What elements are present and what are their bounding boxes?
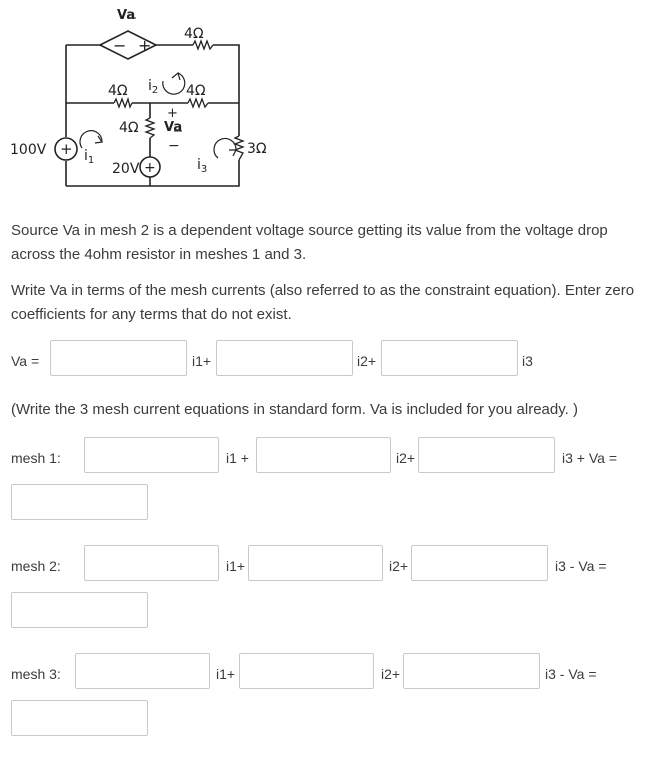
- mesh3-i3-coefficient[interactable]: [403, 653, 540, 689]
- va-label: Va: [164, 120, 183, 135]
- constraint-i3-text: i3: [522, 353, 533, 369]
- label-source-100v: 100V: [10, 142, 47, 158]
- mesh3-label: mesh 3:: [11, 666, 61, 682]
- mesh2-rhs[interactable]: [11, 592, 148, 628]
- label-i3: $i_3$: [197, 157, 208, 175]
- mesh3-rhs[interactable]: [11, 700, 148, 736]
- constraint-i2-text: i2+: [357, 353, 377, 369]
- mesh1-rhs[interactable]: [11, 484, 148, 520]
- mesh1-i2-text: i2+: [396, 450, 416, 466]
- resistor-mid-right: [188, 99, 208, 107]
- mesh2-i1-coefficient[interactable]: [84, 545, 219, 581]
- mesh2-i1-text: i1+: [226, 558, 246, 574]
- label-mid-left-resistor: 4Ω: [108, 83, 128, 99]
- mesh1-i3-text: i3 + Va =: [562, 450, 618, 466]
- mesh-arrow-i3: [214, 139, 236, 158]
- mesh-arrow-i3-head: [229, 150, 236, 156]
- resistor-mid-left: [114, 99, 132, 107]
- label-top-resistor: 4Ω: [184, 26, 204, 42]
- mesh-arrow-i1: [80, 131, 102, 148]
- constraint-i3-coefficient[interactable]: [381, 340, 518, 376]
- dep-source-plus: +: [138, 36, 152, 55]
- resistor-top: [193, 41, 213, 49]
- dep-source-minus: −: [113, 36, 127, 55]
- mesh1-i2-coefficient[interactable]: [256, 437, 391, 473]
- question-paragraph-1: Source Va in mesh 2 is a dependent voltage source getting its value from the voltage drop across the 4ohm resistor in meshes 1 and 3.: [11, 222, 608, 263]
- mesh2-i2-text: i2+: [389, 558, 409, 574]
- label-i1: $i_1$: [84, 148, 95, 166]
- mesh2-i3-text: i3 - Va =: [555, 558, 607, 574]
- label-right-resistor: 3Ω: [247, 141, 267, 157]
- label-mid-right-resistor: 4Ω: [186, 83, 206, 99]
- source-20v-plus: +: [144, 160, 156, 176]
- mesh3-i3-text: i3 - Va =: [545, 666, 597, 682]
- constraint-i2-coefficient[interactable]: [216, 340, 353, 376]
- dep-source-label: Va: [117, 8, 136, 23]
- label-i2: $i_2$: [148, 78, 159, 96]
- wire-top-right: [213, 45, 239, 136]
- question-paragraph-2: Write Va in terms of the mesh currents (also referred to as the constraint equation). Enter zero coefficients for any terms that do not exist.: [11, 282, 635, 323]
- mesh1-i1-coefficient[interactable]: [84, 437, 219, 473]
- mesh1-i1-text: i1 +: [226, 450, 249, 466]
- source-100v-plus: +: [60, 140, 73, 158]
- mesh3-i2-coefficient[interactable]: [239, 653, 374, 689]
- constraint-i1-coefficient[interactable]: [50, 340, 187, 376]
- va-minus: −: [168, 138, 180, 154]
- constraint-label: Va =: [11, 353, 40, 369]
- mesh2-i3-coefficient[interactable]: [411, 545, 548, 581]
- question-paragraph-3: (Write the 3 mesh current equations in standard form. Va is included for you already. ): [11, 401, 578, 418]
- mesh3-i1-text: i1+: [216, 666, 236, 682]
- label-vertical-resistor: 4Ω: [119, 120, 139, 136]
- constraint-i1-text: i1+: [192, 353, 212, 369]
- mesh-arrow-i2-head: [172, 73, 180, 80]
- va-plus: +: [167, 106, 178, 121]
- mesh2-i2-coefficient[interactable]: [248, 545, 383, 581]
- mesh1-i3-coefficient[interactable]: [418, 437, 555, 473]
- mesh3-i2-text: i2+: [381, 666, 401, 682]
- mesh1-label: mesh 1:: [11, 450, 61, 466]
- mesh3-i1-coefficient[interactable]: [75, 653, 210, 689]
- label-source-20v: 20V: [112, 161, 140, 177]
- circuit-diagram: [0, 0, 300, 195]
- mesh2-label: mesh 2:: [11, 558, 61, 574]
- resistor-vertical: [146, 118, 154, 138]
